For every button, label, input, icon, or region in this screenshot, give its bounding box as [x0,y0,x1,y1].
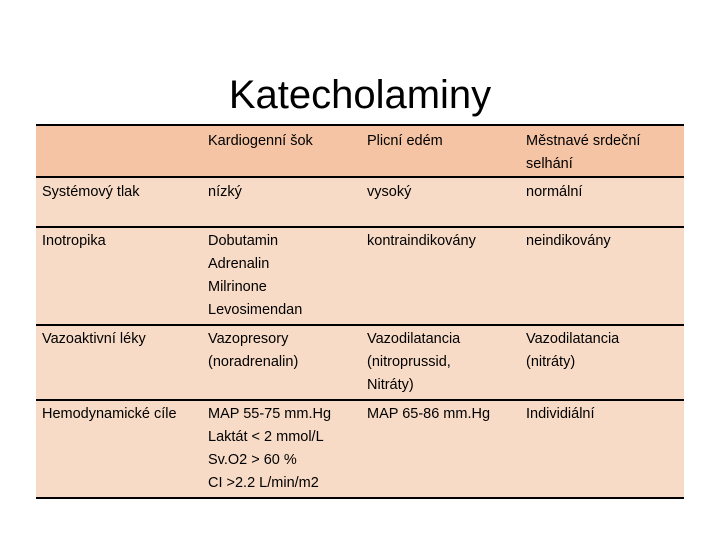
cell-line: MAP 55-75 mm.Hg [208,406,332,422]
cell-line: CI >2.2 L/min/m2 [208,475,319,491]
slide-title: Katecholaminy [228,72,492,117]
cell-line: Adrenalin [208,256,270,272]
table-header-row [36,126,684,177]
header-cell-line: Městnavé srdeční [526,133,641,149]
cell-line: normální [526,184,583,200]
row-label-cell [36,227,202,325]
cell-line: Dobutamin [208,233,279,249]
row-label: Hemodynamické cíle [42,406,177,422]
row-label: Vazoaktivní léky [42,331,146,347]
cell-line: nízký [208,184,242,200]
cell-line: Laktát < 2 mmol/L [208,429,324,445]
cell-line: (nitráty) [526,354,576,370]
table-cell [361,227,520,325]
table-cell [361,325,520,400]
cell-line: kontraindikovány [367,233,476,249]
header-cell-line: selhání [526,156,573,172]
row-label-cell [36,177,202,227]
table-cell [202,325,361,400]
cell-line: (noradrenalin) [208,354,299,370]
row-label: Systémový tlak [42,184,140,200]
header-cell [361,126,520,177]
cell-line: neindikovány [526,233,611,249]
table-row [36,177,684,227]
table-cell [520,177,684,227]
cell-line: Levosimendan [208,302,303,318]
header-cell [520,126,684,177]
cell-line: Vazodilatancia [367,331,461,347]
table-cell [202,227,361,325]
row-label: Inotropika [42,233,106,249]
header-cell [202,126,361,177]
table-row [36,227,684,325]
table-cell [361,177,520,227]
cell-line: Individiální [526,406,595,422]
table-cell [520,227,684,325]
cell-line: Vazodilatancia [526,331,620,347]
table-cell [361,400,520,497]
table-row [36,325,684,400]
cell-line: vysoký [367,184,412,200]
table-cell [202,177,361,227]
comparison-table-container [36,124,684,499]
row-label-cell [36,400,202,497]
comparison-table [36,126,684,497]
table-cell [520,325,684,400]
cell-line: Nitráty) [367,377,414,393]
cell-line: Milrinone [208,279,267,295]
table-cell [202,400,361,497]
header-cell-empty [36,126,202,177]
header-cell-line: Kardiogenní šok [208,133,313,149]
table-cell [520,400,684,497]
cell-line: (nitroprussid, [367,354,451,370]
row-label-cell [36,325,202,400]
cell-line: Sv.O2 > 60 % [208,452,297,468]
cell-line: MAP 65-86 mm.Hg [367,406,491,422]
header-cell-line: Plicní edém [367,133,443,149]
cell-line: Vazopresory [208,331,289,347]
table-row [36,400,684,497]
